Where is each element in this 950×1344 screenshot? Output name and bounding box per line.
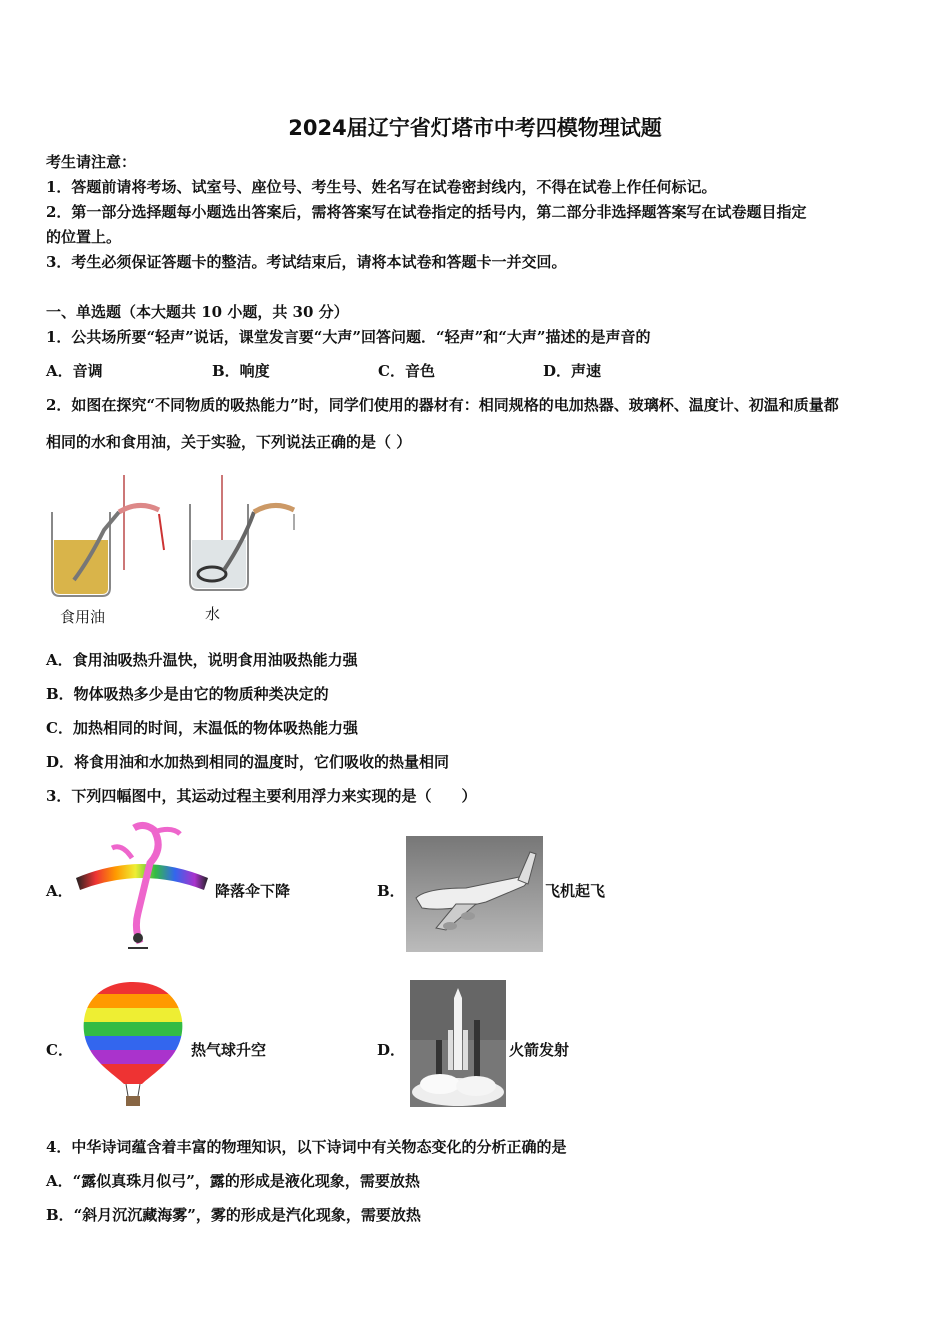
oil-beaker-illustration [52,475,164,596]
airplane-image [406,836,543,952]
notice-item: 的位置上。 [46,228,122,246]
water-beaker-illustration [190,475,294,590]
option-a-letter: A． [46,882,73,900]
section-heading: 一、单选题（本大题共 10 小题，共 30 分） [46,303,349,321]
option-c-letter: C． [46,1041,73,1059]
notice-item: 2．第一部分选择题每小题选出答案后，需将答案写在试卷指定的括号内，第二部分非选择题答案写在试卷题目指定 [46,203,807,221]
option-b-label: 飞机起飞 [545,882,606,900]
notice-item: 1．答题前请将考场、试室号、座位号、考生号、姓名写在试卷密封线内，不得在试卷上作任何标记。 [46,178,717,196]
option-a-label: 降落伞下降 [215,882,291,900]
notice-item: 3．考生必须保证答题卡的整洁。考试结束后，请将本试卷和答题卡一并交回。 [46,253,567,271]
option-a: A．“露似真珠月似弓”，露的形成是液化现象，需要放热 [46,1172,420,1190]
option-b: B．响度 [212,362,270,380]
option-a: A．食用油吸热升温快，说明食用油吸热能力强 [46,651,358,669]
water-label: 水 [205,605,221,623]
question-stem: 1．公共场所要“轻声”说话，课堂发言要“大声”回答问题．“轻声”和“大声”描述的是声音的 [46,328,651,346]
option-d-label: 火箭发射 [509,1041,570,1059]
option-b: B．物体吸热多少是由它的物质种类决定的 [46,685,329,703]
option-c: C．加热相同的时间，末温低的物体吸热能力强 [46,719,358,737]
option-c-label: 热气球升空 [191,1041,267,1059]
option-a: A．音调 [46,362,103,380]
option-b-letter: B． [377,882,405,900]
notice-heading: 考生请注意： [46,153,137,171]
rocket-launch-image [410,980,506,1107]
option-d-letter: D． [377,1041,406,1059]
parachute-image [72,818,212,953]
question-stem: 相同的水和食用油，关于实验，下列说法正确的是（ ） [46,433,412,451]
question-stem: 4．中华诗词蕴含着丰富的物理知识，以下诗词中有关物态变化的分析正确的是 [46,1138,567,1156]
oil-label: 食用油 [60,608,106,626]
hot-air-balloon-image [78,980,188,1110]
question-stem: 2．如图在探究“不同物质的吸热能力”时，同学们使用的器材有：相同规格的电加热器、玻璃杯、温度计、初温和质量都 [46,396,839,414]
option-c: C．音色 [378,362,435,380]
question-stem: 3．下列四幅图中，其运动过程主要利用浮力来实现的是（ ） [46,787,477,805]
option-d: D．将食用油和水加热到相同的温度时，它们吸收的热量相同 [46,753,450,771]
page-title: 2024届辽宁省灯塔市中考四模物理试题 [288,116,662,140]
option-d: D．声速 [543,362,602,380]
option-b: B．“斜月沉沉藏海雾”，雾的形成是汽化现象，需要放热 [46,1206,421,1224]
